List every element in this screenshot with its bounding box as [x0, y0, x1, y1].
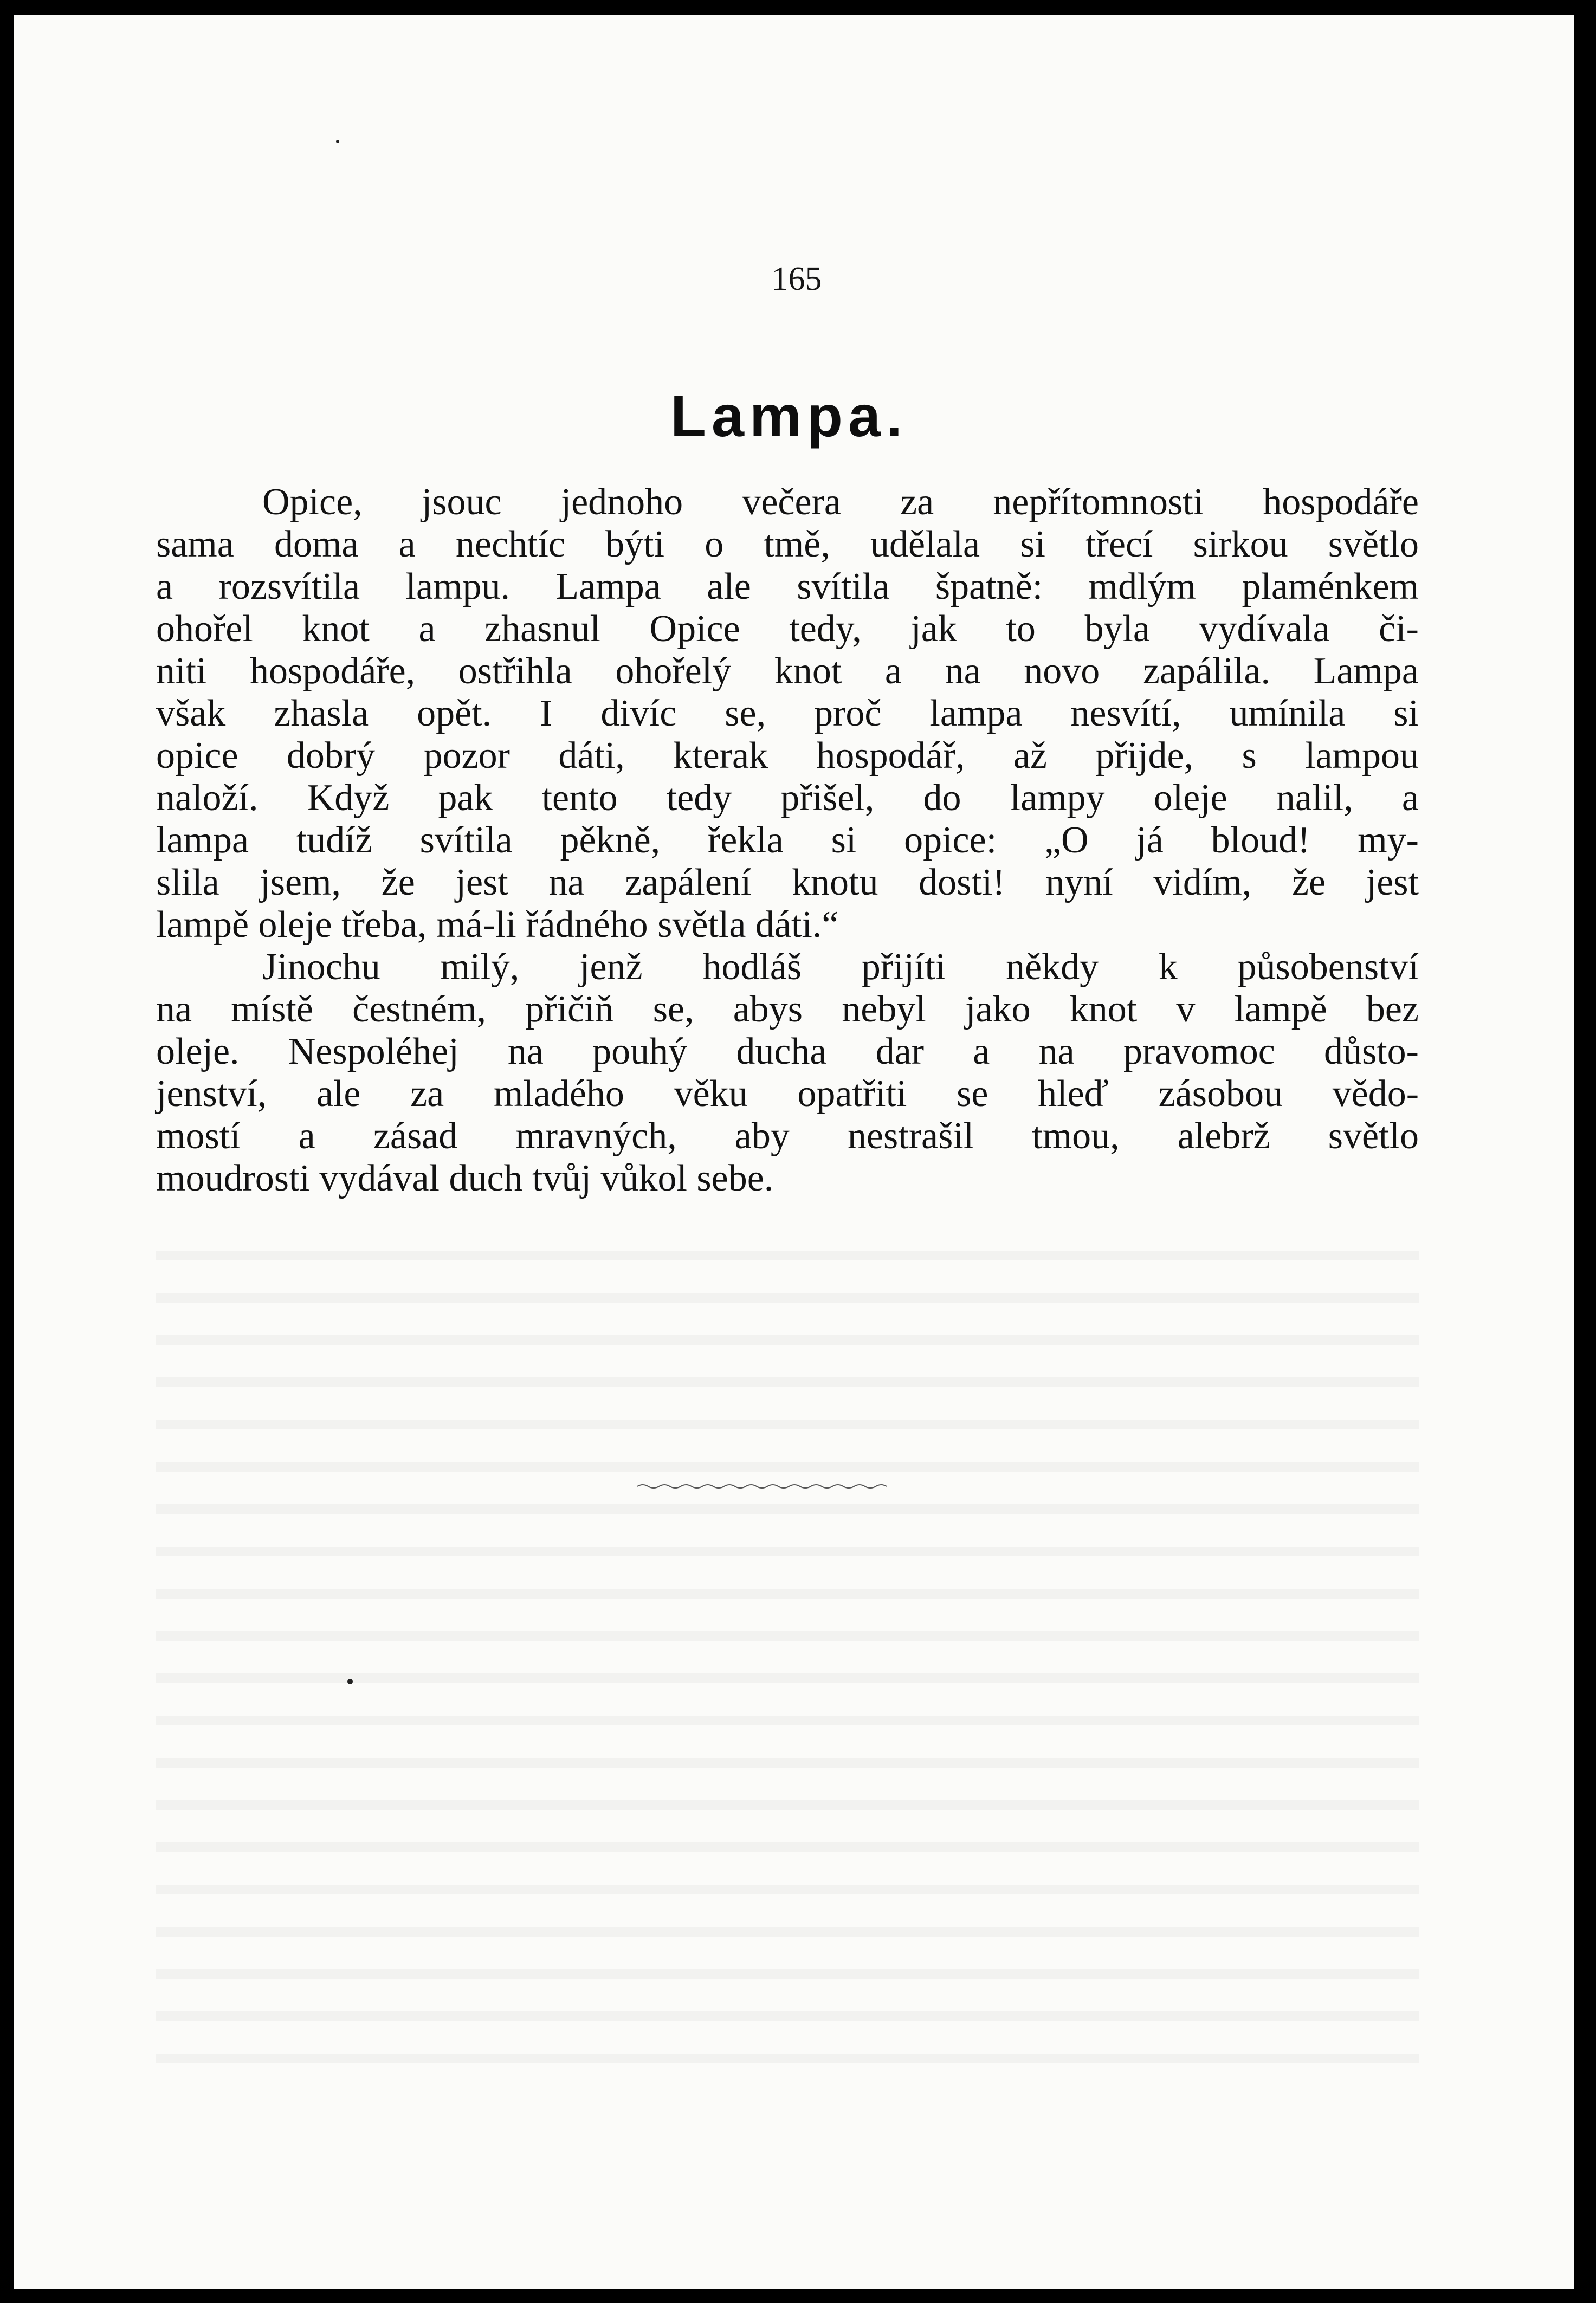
text-line: slila jsem, že jest na zapálení knotu dosti! nyní vidím, že jest [156, 862, 1419, 903]
text-line: moudrosti vydával duch tvůj vůkol sebe. [156, 1157, 774, 1199]
text-line: a rozsvítila lampu. Lampa ale svítila špatně: mdlým plaménkem [156, 566, 1419, 607]
text-line: na místě čestném, přičiň se, abys nebyl jako knot v lampě bez [156, 988, 1419, 1030]
page-title: Lampa. [670, 383, 908, 449]
text-line: oleje. Nespoléhej na pouhý ducha dar a na pravomoc důsto- [156, 1031, 1419, 1072]
wavy-separator [637, 1483, 887, 1490]
text-line: však zhasla opět. I divíc se, proč lampa nesvítí, umínila si [156, 693, 1419, 734]
text-line: mostí a zásad mravných, aby nestrašil tmou, alebrž světlo [156, 1115, 1419, 1157]
text-line: naloží. Když pak tento tedy přišel, do lampy oleje nalil, a [156, 777, 1419, 819]
text-line: niti hospodáře, ostřihla ohořelý knot a na novo zapálila. Lampa [156, 650, 1419, 692]
text-line: opice dobrý pozor dáti, kterak hospodář, až přijde, s lampou [156, 735, 1419, 777]
text-line: jenství, ale za mladého věku opatřiti se hleď zásobou vědo- [156, 1073, 1419, 1115]
text-line: ohořel knot a zhasnul Opice tedy, jak to byla vydívala či- [156, 608, 1419, 650]
text-line: sama doma a nechtíc býti o tmě, udělala si třecí sirkou světlo [156, 523, 1419, 565]
text-line: Opice, jsouc jednoho večera za nepřítomnosti hospodáře [262, 481, 1419, 523]
ink-speck [336, 140, 339, 143]
book-page [14, 15, 1574, 2289]
text-line: lampě oleje třeba, má-li řádného světla dáti.“ [156, 904, 839, 946]
text-line: Jinochu milý, jenž hodláš přijíti někdy k působenství [262, 946, 1419, 988]
body-text [156, 481, 1419, 1200]
show-through-shadow [156, 1251, 1419, 2063]
text-line: lampa tudíž svítila pěkně, řekla si opice: „O já bloud! my- [156, 819, 1419, 861]
page-number: 165 [771, 261, 822, 297]
ink-speck [347, 1679, 353, 1684]
